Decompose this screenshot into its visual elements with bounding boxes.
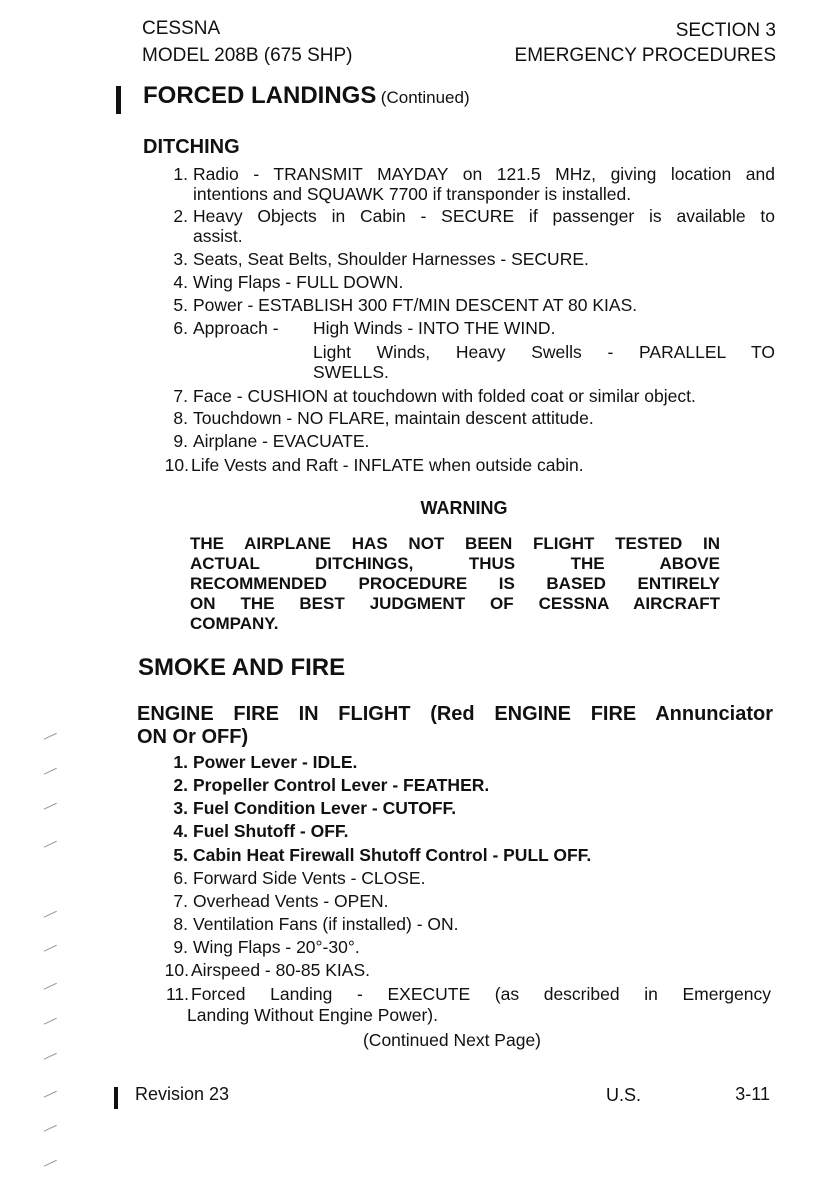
header-chapter: EMERGENCY PROCEDURES: [514, 45, 776, 66]
warning-text: [190, 534, 720, 634]
item-number: 6.: [173, 318, 188, 338]
item-text-continued: assist.: [193, 226, 243, 246]
list-item: [163, 914, 459, 934]
item-text: Power Lever - IDLE.: [193, 752, 358, 772]
item-number: 2.: [173, 206, 188, 226]
list-item: [163, 752, 357, 772]
item-text: Wing Flaps - FULL DOWN.: [193, 272, 404, 292]
section-title: FORCED LANDINGS: [143, 82, 377, 109]
warning-line: ACTUAL DITCHINGS, THUS THE ABOVE: [190, 554, 720, 573]
item-text: Cabin Heat Firewall Shutoff Control - PULL OFF.: [193, 845, 592, 865]
header-section: SECTION 3: [675, 20, 776, 41]
header-manufacturer: CESSNA: [142, 18, 221, 39]
list-item: [163, 891, 389, 911]
item-number: 9.: [173, 431, 188, 451]
smoke-fire-title: SMOKE AND FIRE: [138, 654, 346, 681]
item-text: Forward Side Vents - CLOSE.: [193, 868, 426, 888]
item-text: Radio - TRANSMIT MAYDAY on 121.5 MHz, giving location and: [193, 164, 775, 184]
item-number: 8.: [173, 914, 188, 934]
list-item: [163, 845, 591, 865]
approach-light-winds-continued: SWELLS.: [313, 362, 389, 382]
item-number: 5.: [173, 845, 188, 865]
item-number: 1.: [173, 164, 188, 184]
section-heading: [143, 82, 470, 110]
list-item: [163, 272, 403, 292]
engine-fire-title-line1: ENGINE FIRE IN FLIGHT (Red ENGINE FIRE Annunciator: [137, 703, 773, 725]
item-number: 3.: [173, 249, 188, 269]
list-item: [163, 206, 775, 246]
item-number: 1.: [173, 752, 188, 772]
warning-line: RECOMMENDED PROCEDURE IS BASED ENTIRELY: [190, 574, 720, 593]
item-text: Seats, Seat Belts, Shoulder Harnesses - SECURE.: [193, 249, 589, 269]
item-text: Heavy Objects in Cabin - SECURE if passenger is available to: [193, 206, 775, 226]
item-text: Power - ESTABLISH 300 FT/MIN DESCENT AT 80 KIAS.: [193, 295, 638, 315]
item-text-continued: Landing Without Engine Power).: [187, 1005, 438, 1025]
approach-high-winds: High Winds - INTO THE WIND.: [313, 318, 556, 338]
item-number: 4.: [173, 272, 188, 292]
engine-fire-title-line2: ON Or OFF): [137, 726, 249, 748]
item-text: Face - CUSHION at touchdown with folded coat or similar object.: [193, 386, 696, 406]
warning-line: ON THE BEST JUDGMENT OF CESSNA AIRCRAFT: [190, 594, 720, 613]
item-text: Ventilation Fans (if installed) - ON.: [193, 914, 459, 934]
item-text: Fuel Condition Lever - CUTOFF.: [193, 798, 457, 818]
list-item: [163, 408, 594, 428]
item-text: Airplane - EVACUATE.: [193, 431, 370, 451]
item-number: 10.: [164, 960, 189, 980]
continued-next-page: (Continued Next Page): [362, 1030, 542, 1050]
list-item: [163, 164, 775, 204]
list-item: [163, 984, 771, 1004]
list-item: [163, 386, 696, 406]
item-number: 4.: [173, 821, 188, 841]
approach-light-winds-text: Light Winds, Heavy Swells - PARALLEL TO: [313, 342, 775, 362]
list-item: [163, 455, 584, 475]
approach-light-winds: [313, 342, 775, 382]
page-number: 3-11: [735, 1084, 770, 1104]
list-item: [163, 249, 589, 269]
item-number: 7.: [173, 891, 188, 911]
list-item: [163, 868, 425, 888]
list-item: [163, 821, 349, 841]
item-text: Touchdown - NO FLARE, maintain descent attitude.: [193, 408, 594, 428]
list-item: [163, 295, 637, 315]
item-number: 11.: [165, 984, 189, 1004]
item-number: 9.: [173, 937, 188, 957]
item-number: 3.: [173, 798, 188, 818]
engine-fire-title: [137, 703, 773, 749]
ditching-title: DITCHING: [143, 136, 240, 158]
section-continued: (Continued): [380, 88, 470, 107]
footer-revision: Revision 23: [135, 1084, 230, 1104]
item-text: Wing Flaps - 20°-30°.: [193, 937, 360, 957]
item-number: 7.: [173, 386, 188, 406]
footer-revision-bar: [114, 1087, 118, 1109]
item-text: Life Vests and Raft - INFLATE when outside cabin.: [191, 455, 584, 475]
item-text-continued: intentions and SQUAWK 7700 if transponder is installed.: [193, 184, 632, 204]
item-number: 8.: [173, 408, 188, 428]
list-item: [163, 431, 369, 451]
item-label: Approach -: [193, 318, 279, 338]
revision-bar: [116, 86, 121, 114]
warning-line: COMPANY.: [190, 614, 279, 633]
item-number: 5.: [173, 295, 188, 315]
warning-line: THE AIRPLANE HAS NOT BEEN FLIGHT TESTED IN: [190, 534, 720, 553]
warning-title: WARNING: [420, 498, 508, 518]
item-number: 2.: [173, 775, 188, 795]
list-item: [163, 960, 370, 980]
item-text: Propeller Control Lever - FEATHER.: [193, 775, 490, 795]
list-item: [163, 937, 360, 957]
item-number: 6.: [173, 868, 188, 888]
item-text: Fuel Shutoff - OFF.: [193, 821, 349, 841]
list-item: [163, 798, 456, 818]
item-number: 10.: [164, 455, 189, 475]
item-text: Overhead Vents - OPEN.: [193, 891, 389, 911]
item-text: Airspeed - 80-85 KIAS.: [191, 960, 370, 980]
list-item: [163, 775, 489, 795]
header-model: MODEL 208B (675 SHP): [142, 45, 353, 66]
item-text: Forced Landing - EXECUTE (as described in Emergency: [191, 984, 771, 1004]
footer-region: U.S.: [606, 1085, 642, 1105]
